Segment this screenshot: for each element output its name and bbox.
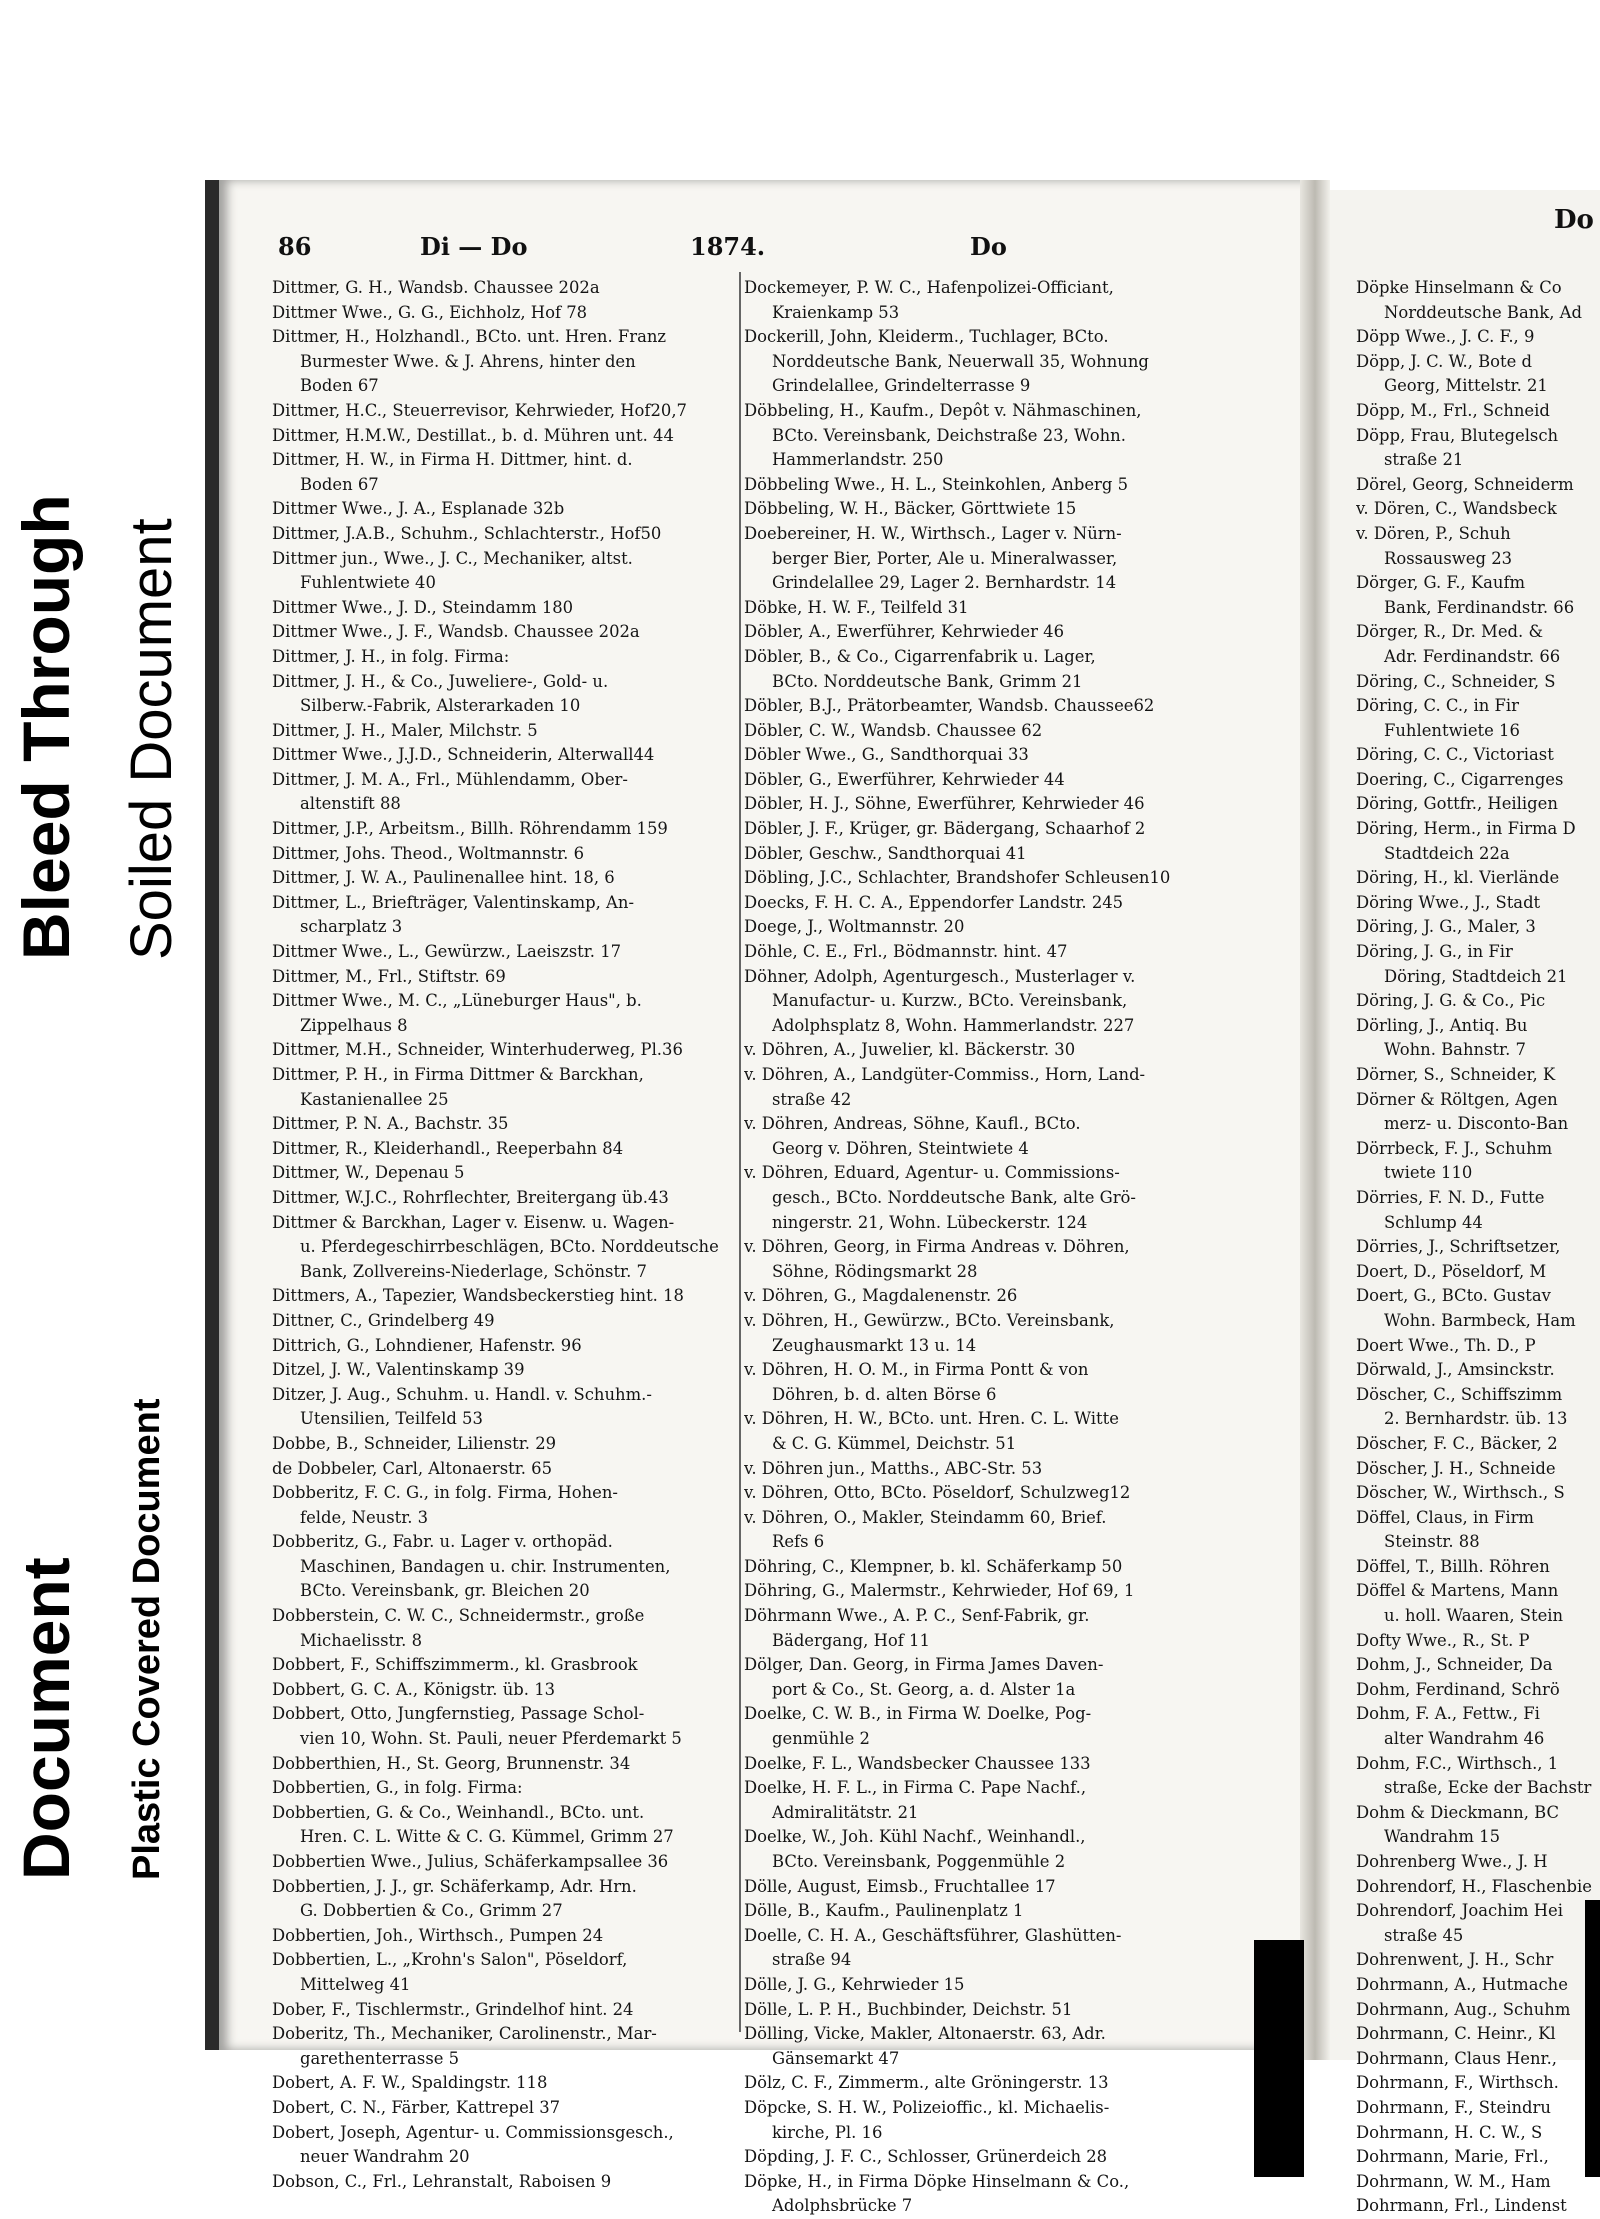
directory-entry-continuation: Zeughausmarkt 13 u. 14 — [772, 1335, 977, 1355]
directory-entry-continuation: altenstift 88 — [300, 794, 401, 814]
directory-entry-continuation: Kastanienallee 25 — [300, 1089, 449, 1109]
directory-entry: Dölle, B., Kaufm., Paulinenplatz 1 — [744, 1901, 1024, 1921]
directory-entry-continuation: Fuhlentwiete 40 — [300, 573, 436, 593]
label-document: Document — [9, 1557, 83, 1880]
directory-entry: Döpp, J. C. W., Bote d — [1356, 351, 1533, 371]
directory-entry: Dobbe, B., Schneider, Lilienstr. 29 — [272, 1433, 557, 1453]
directory-entry: Dober, F., Tischlermstr., Grindelhof hint. 24 — [272, 1999, 634, 2019]
directory-entry-continuation: straße, Ecke der Bachstr — [1384, 1778, 1592, 1798]
directory-entry: Dohrenwent, J. H., Schr — [1356, 1950, 1554, 1970]
directory-entry: Dittmer Wwe., L., Gewürzw., Laeiszstr. 17 — [272, 942, 622, 962]
directory-entry-continuation: Boden 67 — [300, 474, 379, 494]
directory-entry: v. Döhren, A., Juwelier, kl. Bäckerstr. 30 — [744, 1040, 1076, 1060]
directory-entry: Doering, C., Cigarrenges — [1356, 769, 1564, 789]
directory-entry: Doelke, F. L., Wandsbecker Chaussee 133 — [744, 1753, 1091, 1773]
directory-entry-continuation: Grindelallee 29, Lager 2. Bernhardstr. 14 — [772, 573, 1117, 593]
directory-entry: Döbler, A., Ewerführer, Kehrwieder 46 — [744, 622, 1065, 642]
directory-entry-continuation: alter Wandrahm 46 — [1384, 1729, 1545, 1749]
directory-entry-continuation: Wandrahm 15 — [1384, 1827, 1501, 1847]
directory-entry-continuation: straße 45 — [1384, 1925, 1464, 1945]
directory-entry: Döring, C. C., in Fir — [1356, 696, 1519, 716]
directory-entry-continuation: Wohn. Bahnstr. 7 — [1384, 1040, 1526, 1060]
directory-entry-continuation: Steinstr. 88 — [1384, 1532, 1480, 1552]
header-range-right: Do — [970, 232, 1007, 261]
directory-entry: Dölger, Dan. Georg, in Firma James Daven- — [744, 1655, 1104, 1675]
directory-entry-continuation: Hammerlandstr. 250 — [772, 450, 944, 470]
directory-entry: Dohrenberg Wwe., J. H — [1356, 1852, 1548, 1871]
directory-entry-continuation: Adolphsplatz 8, Wohn. Hammerlandstr. 227 — [772, 1015, 1135, 1035]
directory-entry-continuation: BCto. Vereinsbank, gr. Bleichen 20 — [300, 1581, 590, 1601]
directory-entry-continuation: garethenterrasse 5 — [300, 2048, 460, 2068]
directory-entry-continuation: straße 21 — [1384, 450, 1464, 470]
directory-entry-continuation: kirche, Pl. 16 — [772, 2122, 883, 2142]
directory-entry-continuation: port & Co., St. Georg, a. d. Alster 1a — [772, 1679, 1076, 1699]
directory-entry: Doert, G., BCto. Gustav — [1356, 1286, 1551, 1306]
directory-entry: v. Dören, C., Wandsbeck — [1356, 499, 1557, 519]
directory-entry: Döpke Hinselmann & Co — [1356, 278, 1562, 297]
directory-entry: Dobberthien, H., St. Georg, Brunnenstr. 34 — [272, 1753, 631, 1773]
directory-entry: Dölle, J. G., Kehrwieder 15 — [744, 1974, 965, 1994]
directory-entry: Döbler, C. W., Wandsb. Chaussee 62 — [744, 720, 1043, 740]
directory-entry-continuation: ningerstr. 21, Wohn. Lübeckerstr. 124 — [772, 1212, 1088, 1232]
directory-entry: Dittner, C., Grindelberg 49 — [272, 1310, 495, 1330]
directory-entry: Dittmer, P. N. A., Bachstr. 35 — [272, 1114, 509, 1134]
directory-entry: Dittmer, P. H., in Firma Dittmer & Barckhan, — [272, 1065, 644, 1084]
directory-entry: Ditzel, J. W., Valentinskamp 39 — [272, 1360, 525, 1380]
directory-entry-continuation: Gänsemarkt 47 — [772, 2048, 900, 2068]
directory-entry: v. Döhren, H. W., BCto. unt. Hren. C. L. Witte — [744, 1409, 1119, 1429]
directory-entry: Dohrmann, H. C. W., S — [1356, 2122, 1543, 2142]
directory-entry-continuation: straße 42 — [772, 1089, 852, 1109]
directory-entry: Dohrendorf, Joachim Hei — [1356, 1901, 1563, 1921]
directory-entry: Döffel, Claus, in Firm — [1356, 1507, 1534, 1527]
directory-entry: Döring Wwe., J., Stadt — [1356, 892, 1541, 912]
directory-entry: Dörwald, J., Amsinckstr. — [1356, 1360, 1555, 1380]
directory-entry-continuation: neuer Wandrahm 20 — [300, 2147, 470, 2167]
label-plastic-covered-document: Plastic Covered Document — [126, 1398, 168, 1880]
directory-entry: de Dobbeler, Carl, Altonaerstr. 65 — [272, 1458, 553, 1478]
directory-entry: Dörries, J., Schriftsetzer, — [1356, 1237, 1561, 1257]
directory-entry-continuation: Boden 67 — [300, 376, 379, 396]
directory-entry-continuation: Silberw.-Fabrik, Alsterarkaden 10 — [300, 696, 581, 716]
directory-entry: Dölling, Vicke, Makler, Altonaerstr. 63, Adr. — [744, 2024, 1106, 2044]
directory-entry: Dobbert, G. C. A., Königstr. üb. 13 — [272, 1679, 556, 1699]
directory-entry: v. Döhren, H. O. M., in Firma Pontt & von — [744, 1360, 1089, 1380]
directory-entry-continuation: Norddeutsche Bank, Neuerwall 35, Wohnung — [772, 351, 1149, 371]
directory-entry: Döscher, W., Wirthsch., S — [1356, 1483, 1565, 1503]
directory-entry: Döring, J. G. & Co., Pic — [1356, 991, 1546, 1011]
directory-entry: Dobbertien, J. J., gr. Schäferkamp, Adr. Hrn. — [272, 1876, 637, 1896]
directory-entry: Dohrmann, F., Wirthsch. — [1356, 2073, 1559, 2093]
directory-entry: v. Döhren, O., Makler, Steindamm 60, Brief. — [744, 1507, 1107, 1527]
directory-entry: Döring, C., Schneider, S — [1356, 671, 1556, 691]
directory-entry: Dittmer, J.P., Arbeitsm., Billh. Röhrendamm 159 — [272, 819, 668, 839]
directory-entry: Dittmer Wwe., J.J.D., Schneiderin, Alterwall44 — [272, 745, 655, 765]
directory-entry: Dittmer, M., Frl., Stiftstr. 69 — [272, 966, 506, 986]
directory-entry-continuation: Stadtdeich 22a — [1384, 843, 1510, 863]
directory-column-right — [1356, 276, 1600, 2219]
directory-entry: Dölz, C. F., Zimmerm., alte Gröningerstr. 13 — [744, 2073, 1109, 2093]
directory-entry: Dörling, J., Antiq. Bu — [1356, 1015, 1528, 1035]
side-label-strip — [0, 0, 200, 2177]
directory-entry-continuation: BCto. Vereinsbank, Deichstraße 23, Wohn. — [772, 425, 1126, 445]
directory-entry-continuation: Hren. C. L. Witte & C. G. Kümmel, Grimm 27 — [300, 1827, 674, 1847]
directory-entry: Dobbertien, Joh., Wirthsch., Pumpen 24 — [272, 1925, 604, 1945]
directory-entry-continuation: Bank, Ferdinandstr. 66 — [1384, 597, 1575, 617]
directory-entry-continuation: Bädergang, Hof 11 — [772, 1630, 930, 1650]
directory-entry: Dittmer, H. W., in Firma H. Dittmer, hint. d. — [272, 450, 633, 470]
directory-entry: Dobbertien Wwe., Julius, Schäferkampsallee 36 — [272, 1852, 669, 1871]
directory-entry: Döbler, Geschw., Sandthorquai 41 — [744, 843, 1027, 863]
directory-entry: Dohrmann, F., Steindru — [1356, 2097, 1551, 2117]
directory-entry: v. Döhren, Otto, BCto. Pöseldorf, Schulzweg12 — [744, 1483, 1131, 1503]
directory-entry-continuation: Manufactur- u. Kurzw., BCto. Vereinsbank, — [772, 991, 1128, 1011]
directory-entry: Dobbert, Otto, Jungfernstieg, Passage Schol- — [272, 1704, 645, 1724]
directory-entry-continuation: berger Bier, Porter, Ale u. Mineralwasser, — [772, 548, 1118, 568]
directory-entry: Doelle, C. H. A., Geschäftsführer, Glashütten- — [744, 1925, 1122, 1945]
directory-entry: Döpp, M., Frl., Schneid — [1356, 400, 1550, 420]
directory-entry: Döbke, H. W. F., Teilfeld 31 — [744, 597, 969, 617]
directory-entry-continuation: Rossausweg 23 — [1384, 548, 1513, 568]
directory-entry-continuation: G. Dobbertien & Co., Grimm 27 — [300, 1901, 563, 1921]
directory-entry-continuation: Norddeutsche Bank, Ad — [1384, 302, 1582, 322]
directory-entry-continuation: Adr. Ferdinandstr. 66 — [1384, 646, 1561, 666]
directory-entry: Dobbertien, L., „Krohn's Salon", Pöseldorf, — [272, 1950, 628, 1970]
directory-entry: Dobberstein, C. W. C., Schneidermstr., große — [272, 1606, 645, 1626]
directory-entry-continuation: vien 10, Wohn. St. Pauli, neuer Pferdemarkt 5 — [300, 1729, 682, 1749]
directory-entry: Döhner, Adolph, Agenturgesch., Musterlager v. — [744, 966, 1136, 986]
directory-entry: Dittmer & Barckhan, Lager v. Eisenw. u. Wagen- — [272, 1212, 675, 1232]
directory-entry: Dobbertien, G., in folg. Firma: — [272, 1778, 523, 1798]
directory-entry: Dittmer Wwe., J. F., Wandsb. Chaussee 202a — [272, 622, 640, 642]
directory-entry: Döbbeling Wwe., H. L., Steinkohlen, Anberg 5 — [744, 474, 1129, 494]
directory-entry: Döpke, H., in Firma Döpke Hinselmann & Co., — [744, 2171, 1130, 2191]
directory-entry: v. Döhren jun., Matths., ABC-Str. 53 — [744, 1458, 1043, 1478]
directory-entry: Dittrich, G., Lohndiener, Hafenstr. 96 — [272, 1335, 582, 1355]
directory-entry: Dittmer, H.M.W., Destillat., b. d. Mühren unt. 44 — [272, 425, 674, 445]
directory-entry: Dittmer, J. W. A., Paulinenallee hint. 18, 6 — [272, 868, 615, 888]
directory-entry-continuation: Adolphsbrücke 7 — [772, 2196, 913, 2216]
directory-entry: Doege, J., Woltmannstr. 20 — [744, 917, 965, 937]
directory-entry-continuation: u. Pferdegeschirrbeschlägen, BCto. Norddeutsche — [300, 1237, 719, 1257]
directory-entry: Doebereiner, H. W., Wirthsch., Lager v. Nürn- — [744, 523, 1122, 543]
directory-entry-continuation: gesch., BCto. Norddeutsche Bank, alte Grö- — [772, 1187, 1136, 1207]
directory-entry: Döpp, Frau, Blutegelsch — [1356, 425, 1559, 445]
directory-entry-continuation: Admiralitätstr. 21 — [772, 1802, 919, 1822]
directory-entry: Dohrmann, Claus Henr., — [1356, 2048, 1557, 2068]
directory-entry: Doelke, H. F. L., in Firma C. Pape Nachf., — [744, 1778, 1087, 1798]
directory-entry: Döffel & Martens, Mann — [1356, 1581, 1559, 1601]
directory-entry-continuation: Döhren, b. d. alten Börse 6 — [772, 1384, 997, 1404]
directory-entry-continuation: Utensilien, Teilfeld 53 — [300, 1409, 483, 1429]
directory-entry-continuation: felde, Neustr. 3 — [300, 1507, 429, 1527]
directory-entry: Dörger, R., Dr. Med. & — [1356, 622, 1544, 642]
directory-entry: v. Döhren, A., Landgüter-Commiss., Horn, Land- — [744, 1065, 1146, 1084]
directory-entry: Dohrmann, Marie, Frl., — [1356, 2147, 1549, 2167]
directory-entry: Dofty Wwe., R., St. P — [1356, 1630, 1530, 1650]
label-soiled-document: Soiled Document — [119, 518, 184, 960]
directory-entry: Dittmer, H.C., Steuerrevisor, Kehrwieder, Hof20,7 — [272, 400, 687, 420]
directory-entry-continuation: straße 94 — [772, 1950, 852, 1970]
book-gutter — [1300, 180, 1330, 2060]
directory-entry: Dittmer, H., Holzhandl., BCto. unt. Hren. Franz — [272, 327, 667, 347]
directory-entry: Döbler, B., & Co., Cigarrenfabrik u. Lager, — [744, 646, 1096, 666]
directory-entry-continuation: Burmester Wwe. & J. Ahrens, hinter den — [300, 351, 636, 371]
directory-entry-continuation: Grindelallee, Grindelterrasse 9 — [772, 376, 1031, 396]
directory-entry: v. Döhren, G., Magdalenenstr. 26 — [744, 1286, 1018, 1306]
directory-entry: Döring, J. G., Maler, 3 — [1356, 917, 1536, 937]
directory-entry: Dockemeyer, P. W. C., Hafenpolizei-Officiant, — [744, 278, 1114, 297]
directory-entry: Dörger, G. F., Kaufm — [1356, 573, 1526, 593]
directory-entry: Döbbeling, H., Kaufm., Depôt v. Nähmaschinen, — [744, 400, 1142, 420]
directory-entry: Döbler, J. F., Krüger, gr. Bädergang, Schaarhof 2 — [744, 819, 1146, 839]
directory-entry-continuation: genmühle 2 — [772, 1729, 870, 1749]
directory-entry: Dölle, L. P. H., Buchbinder, Deichstr. 51 — [744, 1999, 1073, 2019]
header-year: 1874. — [690, 232, 766, 261]
directory-entry: Dittmer jun., Wwe., J. C., Mechaniker, altst. — [272, 548, 633, 568]
directory-entry: Dobert, Joseph, Agentur- u. Commissionsgesch., — [272, 2122, 674, 2142]
directory-entry: Döpcke, S. H. W., Polizeioffic., kl. Michaelis- — [744, 2097, 1110, 2117]
directory-entry: Dittmer, Johs. Theod., Woltmannstr. 6 — [272, 843, 584, 863]
directory-entry: Döffel, T., Billh. Röhren — [1356, 1556, 1550, 1576]
directory-entry-continuation: Kraienkamp 53 — [772, 302, 900, 322]
directory-entry: v. Döhren, Andreas, Söhne, Kaufl., BCto. — [744, 1114, 1081, 1134]
directory-entry: Döscher, J. H., Schneide — [1356, 1458, 1556, 1478]
directory-entry: Dittmer, J.A.B., Schuhm., Schlachterstr., Hof50 — [272, 523, 662, 543]
directory-entry: Dohrmann, Aug., Schuhm — [1356, 1999, 1571, 2019]
directory-entry: Dittmer Wwe., M. C., „Lüneburger Haus", b. — [272, 991, 642, 1011]
directory-entry: Dohm, J., Schneider, Da — [1356, 1655, 1553, 1675]
directory-entry: Dittmer, R., Kleiderhandl., Reeperbahn 84 — [272, 1138, 624, 1158]
directory-entry: Dohrmann, W. M., Ham — [1356, 2171, 1551, 2191]
directory-entry: Döbbeling, W. H., Bäcker, Görttwiete 15 — [744, 499, 1077, 519]
directory-entry: Döring, H., kl. Vierlände — [1356, 868, 1560, 888]
directory-entry: Doberitz, Th., Mechaniker, Carolinenstr., Mar- — [272, 2024, 657, 2044]
directory-entry: Dittmer Wwe., G. G., Eichholz, Hof 78 — [272, 302, 588, 322]
directory-entry: Doelke, W., Joh. Kühl Nachf., Weinhandl., — [744, 1827, 1086, 1847]
directory-entry-continuation: Refs 6 — [772, 1532, 825, 1552]
directory-entry: Dörel, Georg, Schneiderm — [1356, 474, 1574, 494]
directory-entry: Dobert, C. N., Färber, Kattrepel 37 — [272, 2097, 561, 2117]
directory-entry: Doert Wwe., Th. D., P — [1356, 1335, 1536, 1355]
directory-entry: Döpp Wwe., J. C. F., 9 — [1356, 327, 1535, 347]
directory-entry-continuation: Georg v. Döhren, Steintwiete 4 — [772, 1138, 1029, 1158]
directory-entry-continuation: scharplatz 3 — [300, 917, 403, 937]
directory-entry: Döhle, C. E., Frl., Bödmannstr. hint. 47 — [744, 942, 1068, 962]
directory-entry: v. Dören, P., Schuh — [1356, 523, 1511, 543]
header-range-left: Di — Do — [420, 232, 528, 261]
directory-entry: Döbler, B.J., Prätorbeamter, Wandsb. Chaussee62 — [744, 696, 1155, 716]
directory-entry: Dohm, F. A., Fettw., Fi — [1356, 1704, 1540, 1724]
directory-entry: Dobbertien, G. & Co., Weinhandl., BCto. unt. — [272, 1802, 645, 1822]
directory-entry: Dobberitz, G., Fabr. u. Lager v. orthopäd. — [272, 1532, 613, 1552]
column-divider — [739, 272, 741, 2032]
directory-entry-continuation: Georg, Mittelstr. 21 — [1384, 376, 1548, 396]
directory-entry: Döhring, C., Klempner, b. kl. Schäferkamp 50 — [744, 1556, 1123, 1576]
directory-entry: Döring, C. C., Victoriast — [1356, 745, 1554, 765]
directory-entry-continuation: Fuhlentwiete 16 — [1384, 720, 1520, 740]
directory-entry: v. Döhren, Georg, in Firma Andreas v. Döhren, — [744, 1237, 1130, 1257]
directory-entry: Döring, Herm., in Firma D — [1356, 819, 1576, 839]
directory-entry: Döbler, G., Ewerführer, Kehrwieder 44 — [744, 769, 1065, 789]
directory-entry: Doecks, F. H. C. A., Eppendorfer Landstr. 245 — [744, 892, 1124, 912]
directory-entry-continuation: merz- u. Disconto-Ban — [1384, 1114, 1569, 1134]
directory-entry-continuation: 2. Bernhardstr. üb. 13 — [1384, 1409, 1568, 1429]
directory-entry: Dohrmann, A., Hutmache — [1356, 1974, 1568, 1994]
directory-entry-continuation: Bank, Zollvereins-Niederlage, Schönstr. 7 — [300, 1261, 647, 1281]
directory-entry-continuation: Döring, Stadtdeich 21 — [1384, 966, 1568, 986]
directory-entry: v. Döhren, H., Gewürzw., BCto. Vereinsbank, — [744, 1310, 1115, 1330]
directory-entry: Döbling, J.C., Schlachter, Brandshofer Schleusen10 — [744, 868, 1171, 888]
directory-entry: Doelke, C. W. B., in Firma W. Doelke, Pog- — [744, 1704, 1092, 1724]
directory-entry: Dittmer, W.J.C., Rohrflechter, Breitergang üb.43 — [272, 1187, 669, 1207]
directory-entry: Dohm, F.C., Wirthsch., 1 — [1356, 1753, 1559, 1773]
directory-entry: Dörrbeck, F. J., Schuhm — [1356, 1138, 1553, 1158]
directory-entry: Dittmer, M.H., Schneider, Winterhuderweg, Pl.36 — [272, 1040, 683, 1060]
directory-entry: Dittmer, J. M. A., Frl., Mühlendamm, Ober- — [272, 769, 628, 789]
directory-entry: Dittmer, J. H., Maler, Milchstr. 5 — [272, 720, 538, 740]
scan-edge-shadow — [1254, 1940, 1304, 2177]
directory-entry: Dobson, C., Frl., Lehranstalt, Raboisen 9 — [272, 2171, 612, 2191]
directory-entry-continuation: Zippelhaus 8 — [300, 1015, 408, 1035]
directory-entry: Doert, D., Pöseldorf, M — [1356, 1261, 1547, 1281]
directory-entry: Dittmer Wwe., J. D., Steindamm 180 — [272, 597, 574, 617]
directory-entry: Dohrmann, C. Heinr., Kl — [1356, 2024, 1556, 2044]
right-page-header: Do — [1554, 205, 1594, 235]
directory-entry: Döscher, F. C., Bäcker, 2 — [1356, 1433, 1558, 1453]
directory-entry: Dittmer, J. H., in folg. Firma: — [272, 646, 510, 666]
directory-entry: Dittmer, W., Depenau 5 — [272, 1163, 465, 1183]
directory-entry-continuation: twiete 110 — [1384, 1163, 1473, 1183]
directory-column-middle — [744, 276, 1214, 2219]
directory-entry: Dobbert, F., Schiffszimmerm., kl. Grasbrook — [272, 1655, 638, 1675]
directory-entry: Döring, Gottfr., Heiligen — [1356, 794, 1558, 814]
directory-entry: Döring, J. G., in Fir — [1356, 942, 1513, 962]
directory-entry: Döscher, C., Schiffszimm — [1356, 1384, 1563, 1404]
directory-entry: Dittmer, J. H., & Co., Juweliere-, Gold- u. — [272, 671, 609, 691]
directory-entry-continuation: Mittelweg 41 — [300, 1974, 411, 1994]
directory-entry: Dittmer, G. H., Wandsb. Chaussee 202a — [272, 278, 600, 297]
label-bleed-through: Bleed Through — [9, 494, 83, 960]
directory-entry: Dölle, August, Eimsb., Fruchtallee 17 — [744, 1876, 1056, 1896]
directory-entry-continuation: Maschinen, Bandagen u. chir. Instrumenten, — [300, 1556, 671, 1576]
directory-entry: Döbler Wwe., G., Sandthorquai 33 — [744, 745, 1029, 765]
directory-entry: Dohm & Dieckmann, BC — [1356, 1802, 1560, 1822]
directory-entry-continuation: BCto. Norddeutsche Bank, Grimm 21 — [772, 671, 1083, 691]
directory-entry-continuation: Michaelisstr. 8 — [300, 1630, 423, 1650]
directory-entry-continuation: Wohn. Barmbeck, Ham — [1384, 1310, 1576, 1330]
directory-entry-continuation: Schlump 44 — [1384, 1212, 1483, 1232]
page-number: 86 — [278, 232, 312, 261]
directory-entry: Ditzer, J. Aug., Schuhm. u. Handl. v. Schuhm.- — [272, 1384, 652, 1404]
directory-entry: Dohrmann, Frl., Lindenst — [1356, 2196, 1567, 2216]
directory-entry: Dockerill, John, Kleiderm., Tuchlager, BCto. — [744, 327, 1109, 347]
directory-entry: Dittmer Wwe., J. A., Esplanade 32b — [272, 499, 565, 519]
directory-entry: Döhrmann Wwe., A. P. C., Senf-Fabrik, gr. — [744, 1606, 1090, 1626]
directory-entry: v. Döhren, Eduard, Agentur- u. Commissions- — [744, 1163, 1120, 1183]
directory-entry: Dobert, A. F. W., Spaldingstr. 118 — [272, 2073, 548, 2093]
directory-entry: Döpding, J. F. C., Schlosser, Grünerdeich 28 — [744, 2147, 1108, 2167]
directory-entry: Dohrendorf, H., Flaschenbie — [1356, 1876, 1592, 1896]
directory-entry: Dohm, Ferdinand, Schrö — [1356, 1679, 1560, 1699]
directory-entry: Döhring, G., Malermstr., Kehrwieder, Hof 69, 1 — [744, 1581, 1135, 1601]
directory-entry-continuation: BCto. Vereinsbank, Poggenmühle 2 — [772, 1852, 1066, 1871]
directory-entry: Dörries, F. N. D., Futte — [1356, 1187, 1545, 1207]
directory-entry: Dittmer, L., Briefträger, Valentinskamp, An- — [272, 892, 634, 912]
directory-entry-continuation: Söhne, Rödingsmarkt 28 — [772, 1261, 978, 1281]
directory-entry-continuation: u. holl. Waaren, Stein — [1384, 1606, 1564, 1626]
directory-entry-continuation: & C. G. Kümmel, Deichstr. 51 — [772, 1433, 1017, 1453]
directory-entry: Dörner & Röltgen, Agen — [1356, 1089, 1558, 1109]
directory-column-left — [272, 276, 737, 2194]
directory-entry: Dörner, S., Schneider, K — [1356, 1065, 1556, 1084]
directory-entry: Döbler, H. J., Söhne, Ewerführer, Kehrwieder 46 — [744, 794, 1145, 814]
directory-entry: Dobberitz, F. C. G., in folg. Firma, Hohen- — [272, 1483, 618, 1503]
directory-entry: Dittmers, A., Tapezier, Wandsbeckerstieg hint. 18 — [272, 1286, 684, 1306]
page-header — [270, 232, 1270, 268]
